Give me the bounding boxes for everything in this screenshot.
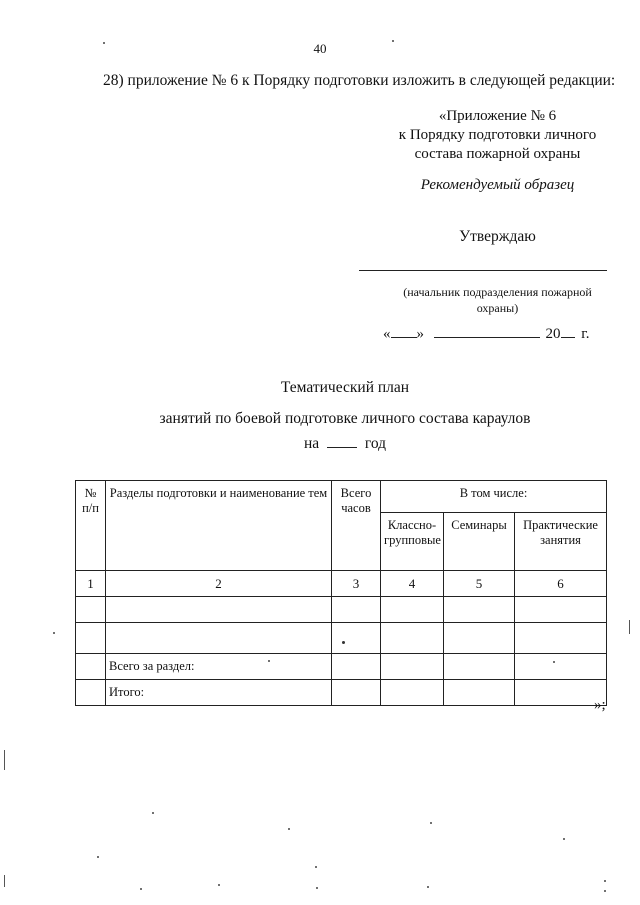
column-number: 5 [444,571,515,597]
table-row-label: Всего за раздел: [106,654,332,680]
scan-speck [427,886,429,888]
table-cell [381,597,444,623]
closing-quote: »; [594,697,606,713]
table-row-section-total [76,654,607,680]
signature-caption-line-2: охраны) [476,301,519,315]
table-cell [444,597,515,623]
scan-speck [430,822,432,824]
table-cell [76,597,106,623]
scan-speck [97,856,99,858]
table-cell [76,680,106,706]
appendix-header [370,107,625,164]
column-number: 2 [106,571,332,597]
year-prefix: 20 [545,326,561,342]
header-seminars: Семинары [444,513,515,571]
table-row [76,623,607,654]
table-cell [76,654,106,680]
table-cell [444,680,515,706]
table-cell [76,623,106,654]
table-cell [381,654,444,680]
table-row-label [106,597,332,623]
scan-speck [288,828,290,830]
amendment-instruction: 28) приложение № 6 к Порядку подготовки изложить в следующей редакции: [103,72,616,89]
signature-caption [370,284,625,316]
scan-speck [268,660,270,662]
appendix-line-1: «Приложение № 6 [438,108,557,124]
scan-speck [604,880,606,882]
date-open-quote: « [383,326,391,342]
scan-speck [152,812,154,814]
header-sections: Разделы подготовки и наименование тем [106,481,332,571]
table-row-label [106,623,332,654]
year-suffix: г. [581,326,590,342]
table-cell [444,623,515,654]
year-blank [561,325,575,338]
plan-title: Тематический план [280,379,410,396]
header-number: № п/п [76,481,106,571]
signature-caption-line-1: (начальник подразделения пожарной [403,285,592,299]
scan-edge-mark [4,875,5,887]
scan-speck [140,888,142,890]
table-cell [332,597,381,623]
scan-speck [392,40,394,42]
page-number: 40 [313,41,327,56]
scan-edge-mark [4,750,5,770]
table-cell [444,654,515,680]
scan-speck [315,866,317,868]
column-number-row [76,571,607,597]
column-number: 4 [381,571,444,597]
appendix-line-3: состава пожарной охраны [414,146,581,162]
table-cell [515,597,607,623]
table-cell [515,654,607,680]
plan-year-line [0,435,640,453]
table-row [76,597,607,623]
header-class-group: Классно-групповые [381,513,444,571]
plan-year-prefix: на [303,435,320,452]
scan-speck [53,632,55,634]
plan-subtitle: занятий по боевой подготовке личного состава караулов [159,410,531,427]
plan-year-suffix: год [364,435,387,452]
scan-speck [604,890,606,892]
table-row-label: Итого: [106,680,332,706]
column-number: 6 [515,571,607,597]
thematic-plan-table [75,480,607,706]
column-number: 3 [332,571,381,597]
header-total-hours: Всего часов [332,481,381,571]
header-including: В том числе: [381,481,607,513]
table-row-grand-total [76,680,607,706]
approval-date-line [383,325,589,343]
date-close-quote: » [416,326,424,342]
scan-edge-mark [629,620,630,634]
scan-speck [218,884,220,886]
signature-line [359,270,607,271]
scan-speck [342,641,345,644]
table-cell [332,623,381,654]
scan-speck [103,42,105,44]
day-blank [391,325,417,338]
column-number: 1 [76,571,106,597]
plan-year-blank [327,435,357,448]
table-cell [515,623,607,654]
appendix-line-2: к Порядку подготовки личного [398,127,597,143]
scan-speck [316,887,318,889]
table-cell [381,680,444,706]
approve-label: Утверждаю [459,228,536,245]
table-cell [515,680,607,706]
scan-speck [563,838,565,840]
table-cell [332,654,381,680]
sample-label: Рекомендуемый образец [420,177,575,193]
table-cell [332,680,381,706]
scan-speck [553,661,555,663]
month-blank [434,325,540,338]
table-cell [381,623,444,654]
header-practical: Практические занятия [515,513,607,571]
